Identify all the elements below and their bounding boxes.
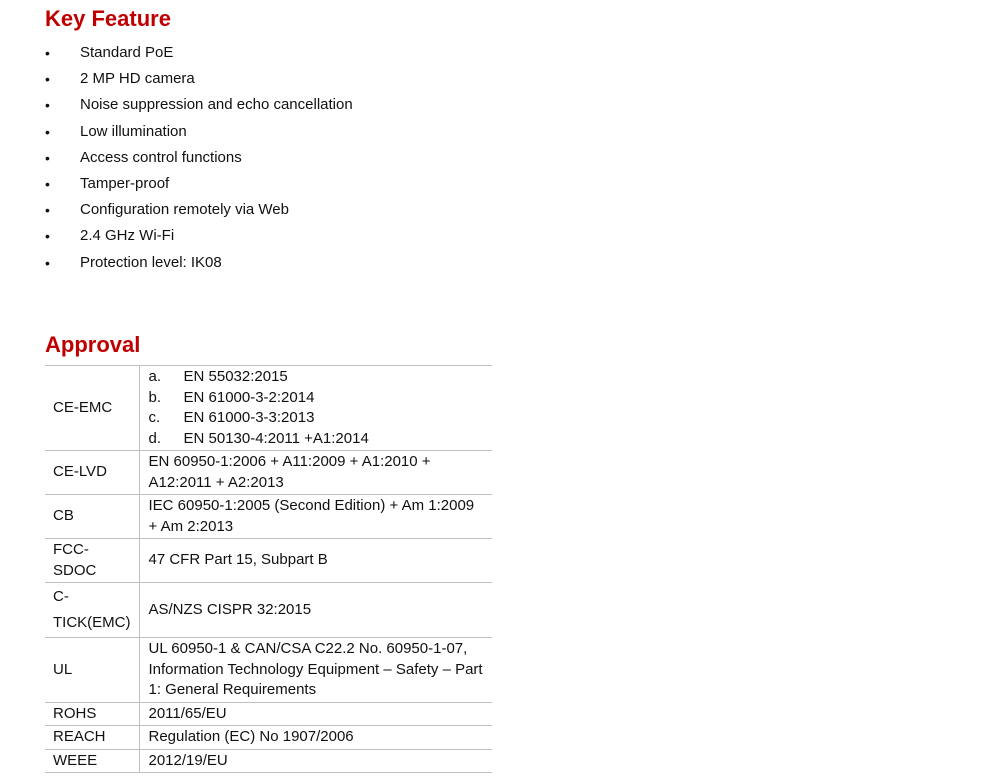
feature-text: Low illumination — [80, 122, 187, 140]
standard-item — [149, 429, 485, 450]
approval-value: Regulation (EC) No 1907/2006 — [139, 726, 492, 750]
approval-label: FCC-SDOC — [45, 539, 139, 583]
feature-text: Noise suppression and echo cancellation — [80, 96, 353, 114]
standard-text: EN 55032:2015 — [183, 368, 288, 385]
standard-text: EN 61000-3-2:2014 — [183, 388, 315, 406]
table-row — [45, 539, 492, 583]
key-feature-list — [45, 40, 353, 276]
standard-letter: c. — [148, 409, 161, 426]
bullet-icon: • — [45, 175, 50, 192]
approval-value: EN 60950-1:2006 + A11:2009 + A1:2010 + A12:2011 + A2:2013 — [139, 451, 492, 495]
feature-text: Tamper-proof — [80, 174, 170, 192]
table-row — [45, 583, 492, 638]
approval-value: UL 60950-1 & CAN/CSA C22.2 No. 60950-1-07, Information Technology Equipment – Safety – Part 1: General Requirements — [139, 638, 492, 703]
key-feature-heading: Key Feature — [45, 6, 171, 31]
list-item — [45, 92, 353, 118]
approval-value: IEC 60950-1:2005 (Second Edition) + Am 1:2009 + Am 2:2013 — [139, 495, 492, 539]
approval-label: ROHS — [45, 702, 139, 726]
approval-value — [139, 366, 492, 451]
standard-item — [149, 408, 485, 429]
approval-label: UL — [45, 638, 139, 703]
approval-label: CE-LVD — [45, 451, 139, 495]
approval-heading: Approval — [45, 332, 141, 357]
list-item — [45, 119, 353, 145]
bullet-icon: • — [45, 71, 50, 88]
table-row — [45, 702, 492, 726]
approval-table — [45, 365, 492, 773]
list-item — [45, 40, 353, 66]
approval-label: C-TICK(EMC) — [45, 583, 139, 638]
list-item — [45, 197, 353, 223]
approval-value: 47 CFR Part 15, Subpart B — [139, 539, 492, 583]
standard-letter: a. — [148, 368, 162, 385]
bullet-icon: • — [45, 228, 50, 245]
bullet-icon: • — [45, 254, 50, 271]
bullet-icon: • — [45, 97, 50, 114]
list-item — [45, 171, 353, 197]
table-row — [45, 726, 492, 750]
standard-letter: b. — [148, 388, 162, 406]
bullet-icon: • — [45, 123, 50, 140]
table-row — [45, 495, 492, 539]
approval-label: REACH — [45, 726, 139, 750]
list-item — [45, 66, 353, 92]
standard-item — [149, 388, 485, 409]
list-item — [45, 223, 353, 249]
standard-letter: d. — [148, 429, 162, 447]
feature-text: Standard PoE — [80, 44, 174, 61]
feature-text: Access control functions — [80, 148, 242, 166]
table-row — [45, 451, 492, 495]
table-row — [45, 749, 492, 773]
standard-text: EN 50130-4:2011 +A1:2014 — [183, 429, 369, 447]
bullet-icon: • — [45, 45, 50, 61]
table-row — [45, 638, 492, 703]
bullet-icon: • — [45, 149, 50, 166]
table-row — [45, 366, 492, 451]
bullet-icon: • — [45, 202, 50, 219]
feature-text: Protection level: IK08 — [80, 253, 222, 271]
approval-label: WEEE — [45, 749, 139, 773]
approval-label: CB — [45, 495, 139, 539]
feature-text: 2 MP HD camera — [80, 70, 195, 88]
approval-value: 2011/65/EU — [139, 702, 492, 726]
list-item — [45, 145, 353, 171]
standard-item — [149, 367, 485, 388]
approval-value: AS/NZS CISPR 32:2015 — [139, 583, 492, 638]
approval-label: CE-EMC — [45, 366, 139, 451]
approval-value: 2012/19/EU — [139, 749, 492, 773]
feature-text: Configuration remotely via Web — [80, 201, 289, 219]
feature-text: 2.4 GHz Wi-Fi — [80, 227, 175, 245]
list-item — [45, 250, 353, 276]
standard-text: EN 61000-3-3:2013 — [183, 409, 315, 426]
